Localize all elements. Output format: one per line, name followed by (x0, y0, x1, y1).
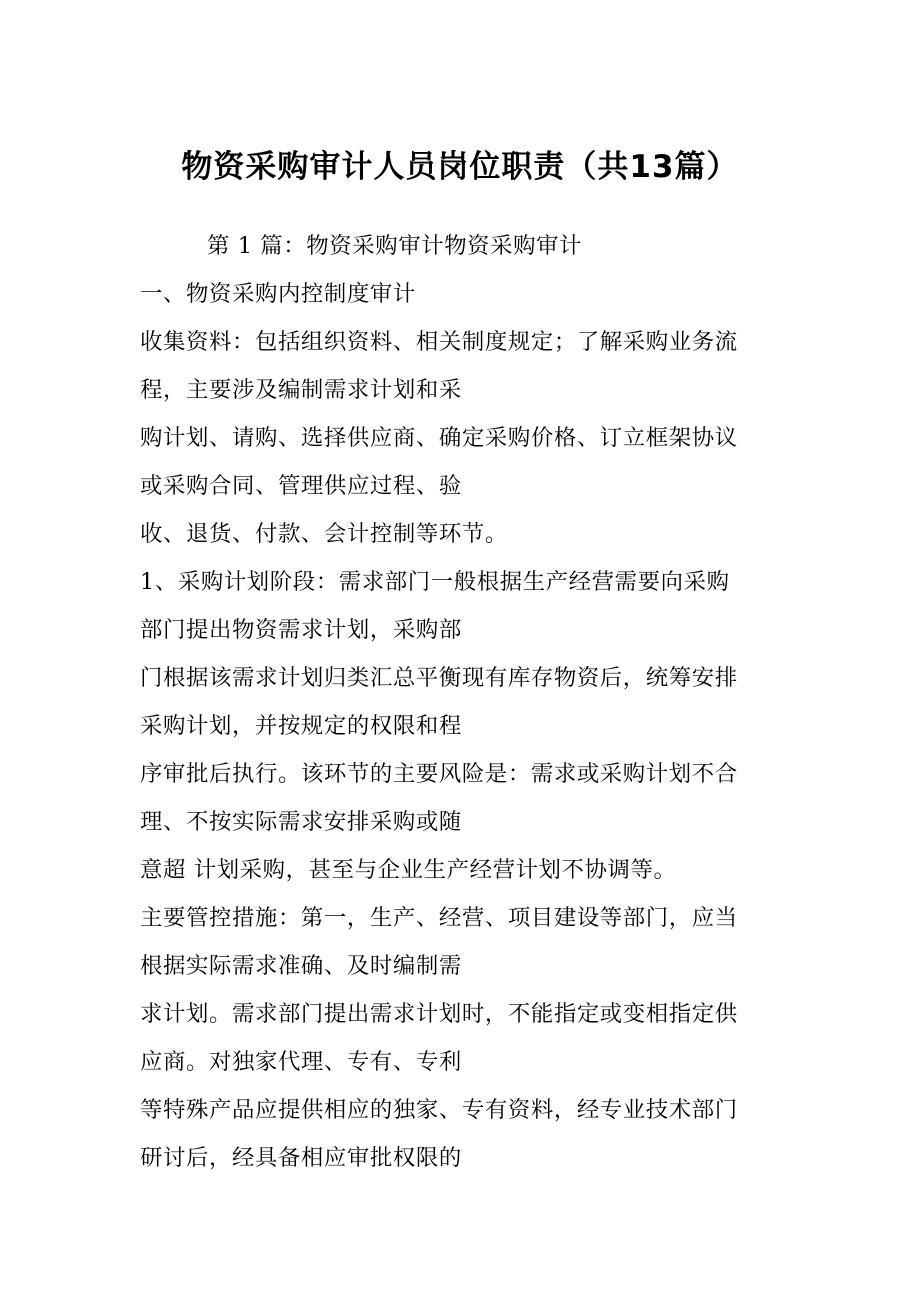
paragraph-line: 主要管控措施：第一，生产、经营、项目建设等部门，应当 (140, 905, 738, 931)
paragraph-line: 理、不按实际需求安排采购或随 (140, 809, 462, 835)
paragraph-line: 根据实际需求准确、及时编制需 (140, 953, 462, 979)
paragraph-line: 收、退货、付款、会计控制等环节。 (140, 521, 508, 547)
paragraph-line: 求计划。需求部门提出需求计划时，不能指定或变相指定供 (140, 1001, 738, 1027)
paragraph-line: 采购计划，并按规定的权限和程 (140, 713, 462, 739)
paragraph-line: 等特殊产品应提供相应的独家、专有资料，经专业技术部门 (140, 1097, 738, 1123)
paragraph-line: 收集资料：包括组织资料、相关制度规定；了解采购业务流 (140, 329, 738, 355)
paragraph-line: 程，主要涉及编制需求计划和采 (140, 377, 462, 403)
paragraph-line: 门根据该需求计划归类汇总平衡现有库存物资后，统筹安排 (140, 665, 738, 691)
paragraph-line: 应商。对独家代理、专有、专利 (140, 1049, 462, 1075)
subsection-heading: 一、物资采购内控制度审计 (140, 281, 416, 307)
paragraph-line: 序审批后执行。该环节的主要风险是：需求或采购计划不合 (140, 761, 738, 787)
paragraph-line: 研讨后，经具备相应审批权限的 (140, 1145, 462, 1171)
document-title: 物资采购审计人员岗位职责（共13篇） (181, 149, 739, 185)
paragraph-line: 购计划、请购、选择供应商、确定采购价格、订立框架协议 (140, 425, 738, 451)
paragraph-line: 1、采购计划阶段：需求部门一般根据生产经营需要向采购 (140, 569, 730, 595)
document-body (140, 222, 780, 1182)
paragraph-line: 部门提出物资需求计划，采购部 (140, 617, 462, 643)
paragraph-line: 意超 计划采购，甚至与企业生产经营计划不协调等。 (140, 857, 677, 883)
section-heading: 第 1 篇：物资采购审计物资采购审计 (207, 233, 583, 259)
paragraph-line: 或采购合同、管理供应过程、验 (140, 473, 462, 499)
